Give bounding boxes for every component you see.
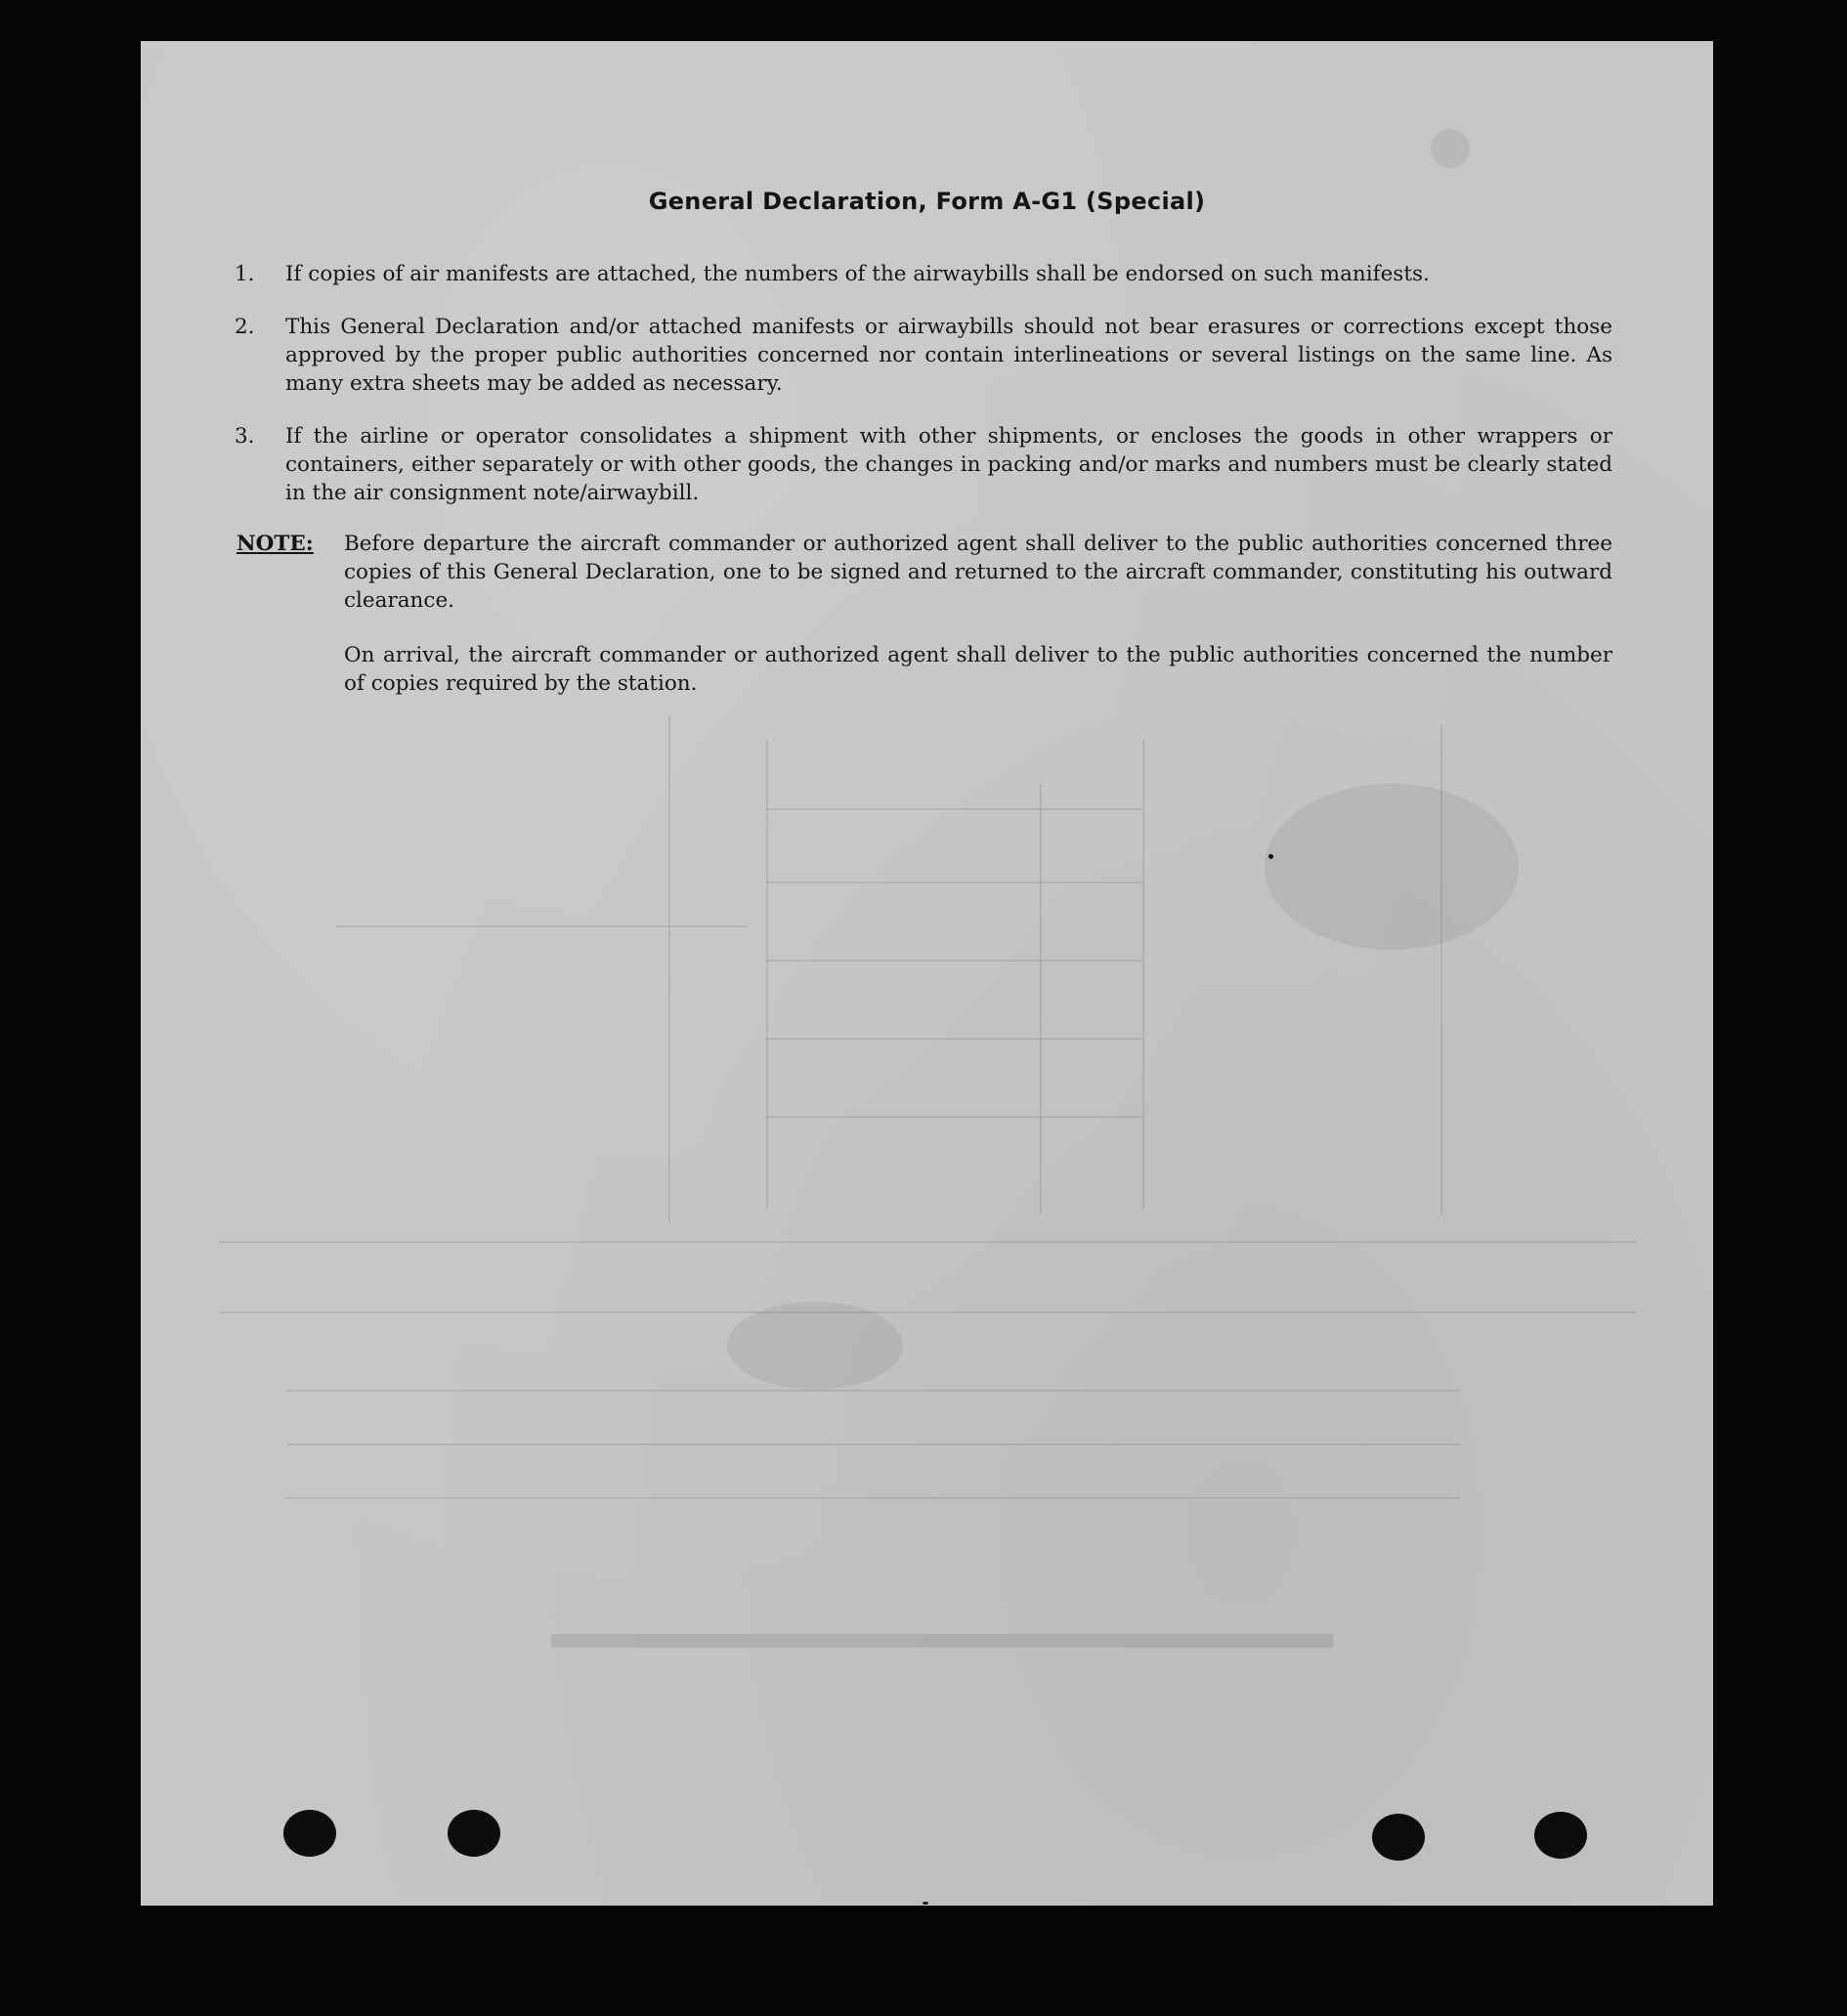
item-number: 2. <box>235 315 255 339</box>
instruction-item-2 <box>235 313 1612 401</box>
document-page <box>141 41 1713 1906</box>
item-number: 1. <box>235 262 255 286</box>
form-title: General Declaration, Form A-G1 (Special) <box>648 188 1206 215</box>
instruction-item-3 <box>235 422 1612 510</box>
item-number: 3. <box>235 424 255 449</box>
punch-hole <box>1372 1814 1425 1861</box>
note-paragraph-1: Before departure the aircraft commander or authorized agent shall deliver to the public authorities concerned three copies of this General Declaration, one to be signed and returned to the aircraft commander, constituting his outward clearance. <box>344 532 1612 613</box>
instruction-item-1 <box>235 260 1612 289</box>
item-text: If the airline or operator consolidates a shipment with other shipments, or encloses the goods in other wrappers or containers, either separately or with other goods, the changes in packing and/or marks and numbers must be clearly stated in the air consignment note/airwaybill. <box>285 424 1612 505</box>
dust-speck <box>1268 854 1273 859</box>
item-text: This General Declaration and/or attached manifests or airwaybills should not bear erasures or corrections except those approved by the proper public authorities concerned nor contain interlineations or several listings on the same line. As many extra sheets may be added as necessary. <box>285 315 1612 396</box>
punch-hole <box>1534 1812 1587 1859</box>
punch-hole <box>283 1810 336 1857</box>
item-text: If copies of air manifests are attached, the numbers of the airwaybills shall be endorsed on such manifests. <box>285 262 1430 286</box>
note-paragraph-2: On arrival, the aircraft commander or authorized agent shall deliver to the public authorities concerned the number of copies required by the station. <box>344 643 1612 696</box>
dust-speck <box>923 1902 928 1905</box>
note-label: NOTE: <box>236 532 314 556</box>
punch-hole <box>448 1810 500 1857</box>
